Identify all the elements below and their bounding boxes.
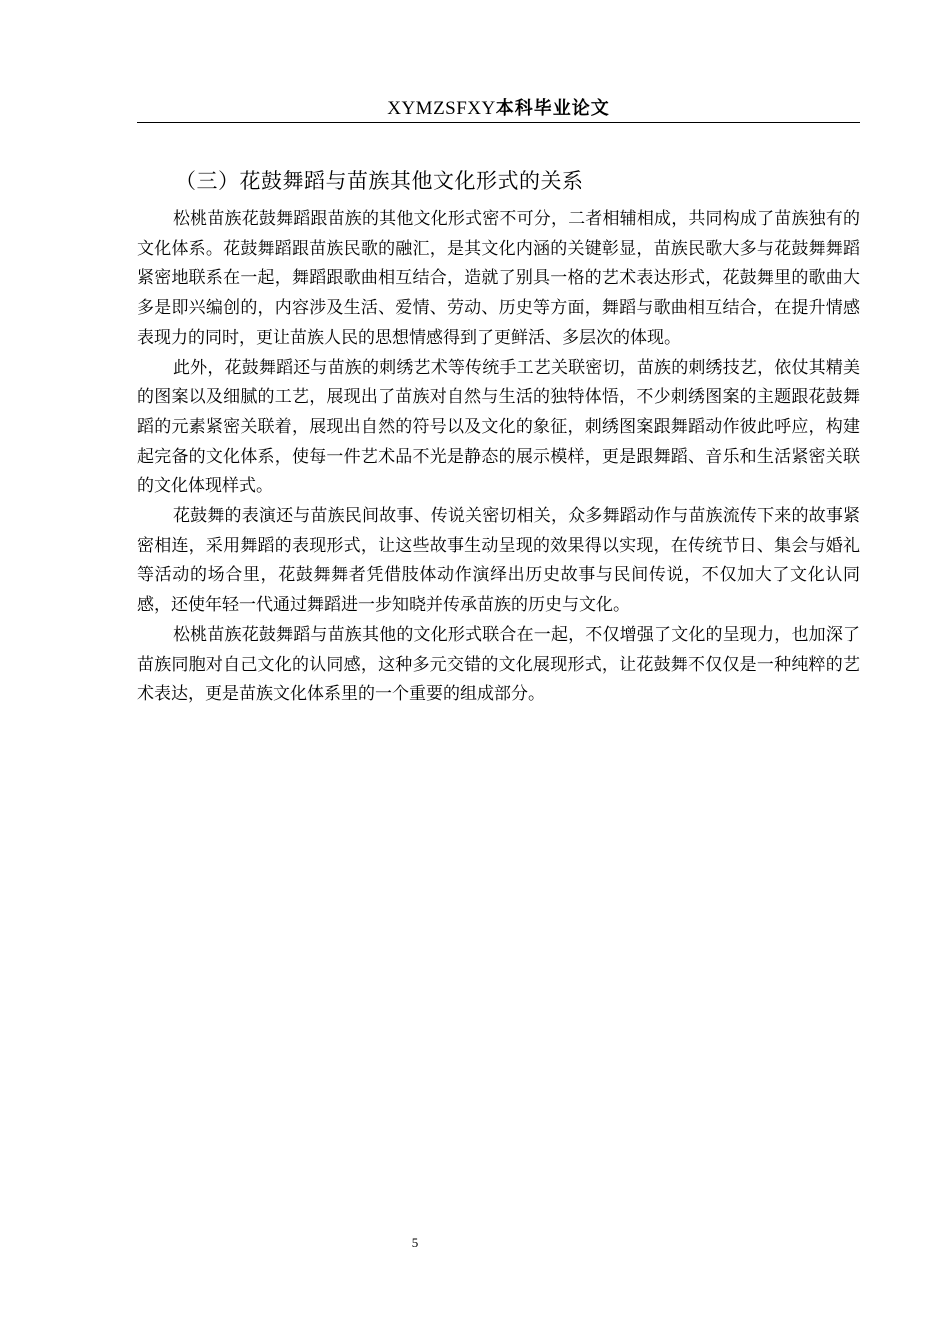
body-text <box>137 205 860 710</box>
paragraph: 此外，花鼓舞蹈还与苗族的刺绣艺术等传统手工艺关联密切，苗族的刺绣技艺，依仗其精美的图案以及细腻的工艺，展现出了苗族对自然与生活的独特体悟，不少刺绣图案的主题跟花鼓舞蹈的元素紧密关联着，展现出自然的符号以及文化的象征，刺绣图案跟舞蹈动作彼此呼应，构建起完备的文化体系，使每一件艺术品不光是静态的展示模样，更是跟舞蹈、音乐和生活紧密关联的文化体现样式。 <box>137 357 860 497</box>
header-code: XYMZSFXY <box>387 98 496 119</box>
paragraph: 花鼓舞的表演还与苗族民间故事、传说关密切相关，众多舞蹈动作与苗族流传下来的故事紧密相连，采用舞蹈的表现形式，让这些故事生动呈现的效果得以实现，在传统节日、集会与婚礼等活动的场合里，花鼓舞舞者凭借肢体动作演绎出历史故事与民间传说，不仅加大了文化认同感，还使年轻一代通过舞蹈进一步知晓并传承苗族的历史与文化。 <box>137 506 860 616</box>
section-heading: （三）花鼓舞蹈与苗族其他文化形式的关系 <box>175 169 584 193</box>
paragraph: 松桃苗族花鼓舞蹈跟苗族的其他文化形式密不可分，二者相辅相成，共同构成了苗族独有的文化体系。花鼓舞蹈跟苗族民歌的融汇，是其文化内涵的关键彰显，苗族民歌大多与花鼓舞舞蹈紧密地联系在一起，舞蹈跟歌曲相互结合，造就了别具一格的艺术表达形式，花鼓舞里的歌曲大多是即兴编创的，内容涉及生活、爱情、劳动、历史等方面，舞蹈与歌曲相互结合，在提升情感表现力的同时，更让苗族人民的思想情感得到了更鲜活、多层次的体现。 <box>137 209 860 348</box>
page-header <box>137 94 860 122</box>
header-title: 本科毕业论文 <box>495 98 610 119</box>
header-divider <box>137 122 860 123</box>
page-number: 5 <box>411 1235 419 1250</box>
paragraph: 松桃苗族花鼓舞蹈与苗族其他的文化形式联合在一起，不仅增强了文化的呈现力，也加深了苗族同胞对自己文化的认同感，这种多元交错的文化展现形式，让花鼓舞不仅仅是一种纯粹的艺术表达，更是苗族文化体系里的一个重要的组成部分。 <box>137 624 860 705</box>
